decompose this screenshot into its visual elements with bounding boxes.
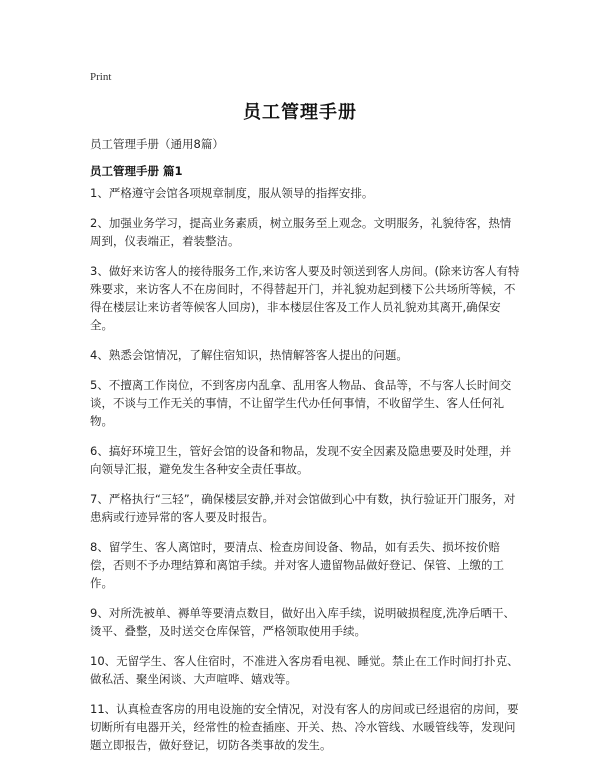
paragraph-8: 8、留学生、客人离馆时，要清点、检查房间设备、物品，如有丢失、损坏按价赔偿，否则不予办理结算和离馆手续。并对客人遗留物品做好登记、保管、上缴的工作。	[90, 540, 504, 590]
paragraph-6: 6、搞好环境卫生，管好会馆的设备和物品，发现不安全因素及隐患要及时处理，并向领导汇报，避免发生各种安全责任事故。	[90, 444, 512, 476]
document-subtitle: 员工管理手册（通用8篇）	[90, 137, 224, 151]
paragraph-3: 3、做好来访客人的接待服务工作,来访客人要及时领送到客人房间。(除来访客人有特殊要求，来访客人不在房间时，不得替起开门，并礼貌劝起到楼下公共场所等候，不得在楼层让来访者等候客人回房)，非本楼层住客及工作人员礼貌劝其离开,确保安全。	[90, 264, 520, 332]
paragraph-11: 11、认真检查客房的用电设施的安全情况，对没有客人的房间或已经退宿的房间，要切断所有电器开关，经常性的检查插座、开关、热、冷水管线、水暖管线等，发现问题立即报告，做好登记，切防各类事故的发生。	[90, 702, 519, 752]
paragraph-9: 9、对所洗被单、褥单等要清点数目，做好出入库手续，说明破损程度,洗净后晒干、烫平、叠整，及时送交仓库保管，严格领取使用手续。	[90, 606, 515, 638]
paragraph-1: 1、严格遵守会馆各项规章制度，服从领导的指挥安排。	[90, 186, 374, 200]
paragraph-10: 10、无留学生、客人住宿时，不准进入客房看电视、睡觉。禁止在工作时间打扑克、做私活、聚坐闲谈、大声喧哗、嬉戏等。	[90, 654, 519, 686]
paragraph-5: 5、不擅离工作岗位，不到客房内乱拿、乱用客人物品、食品等，不与客人长时间交谈，不谈与工作无关的事情，不让留学生代办任何事情，不收留学生、客人任何礼物。	[90, 378, 512, 428]
paragraph-4: 4、熟悉会馆情况，了解住宿知识，热情解答客人提出的问题。	[90, 348, 408, 362]
paragraph-7: 7、严格执行“三轻”，确保楼层安静,并对会馆做到心中有数，执行验证开门服务，对患病或行迹异常的客人要及时报告。	[90, 492, 516, 524]
paragraph-2: 2、加强业务学习，提高业务素质，树立服务至上观念。文明服务，礼貌待客，热情周到，仪表端正，着装整洁。	[90, 216, 512, 248]
document-title: 员工管理手册	[243, 102, 357, 123]
print-label: Print	[90, 71, 112, 83]
section-heading: 员工管理手册 篇1	[90, 164, 183, 178]
document-body	[90, 184, 520, 766]
